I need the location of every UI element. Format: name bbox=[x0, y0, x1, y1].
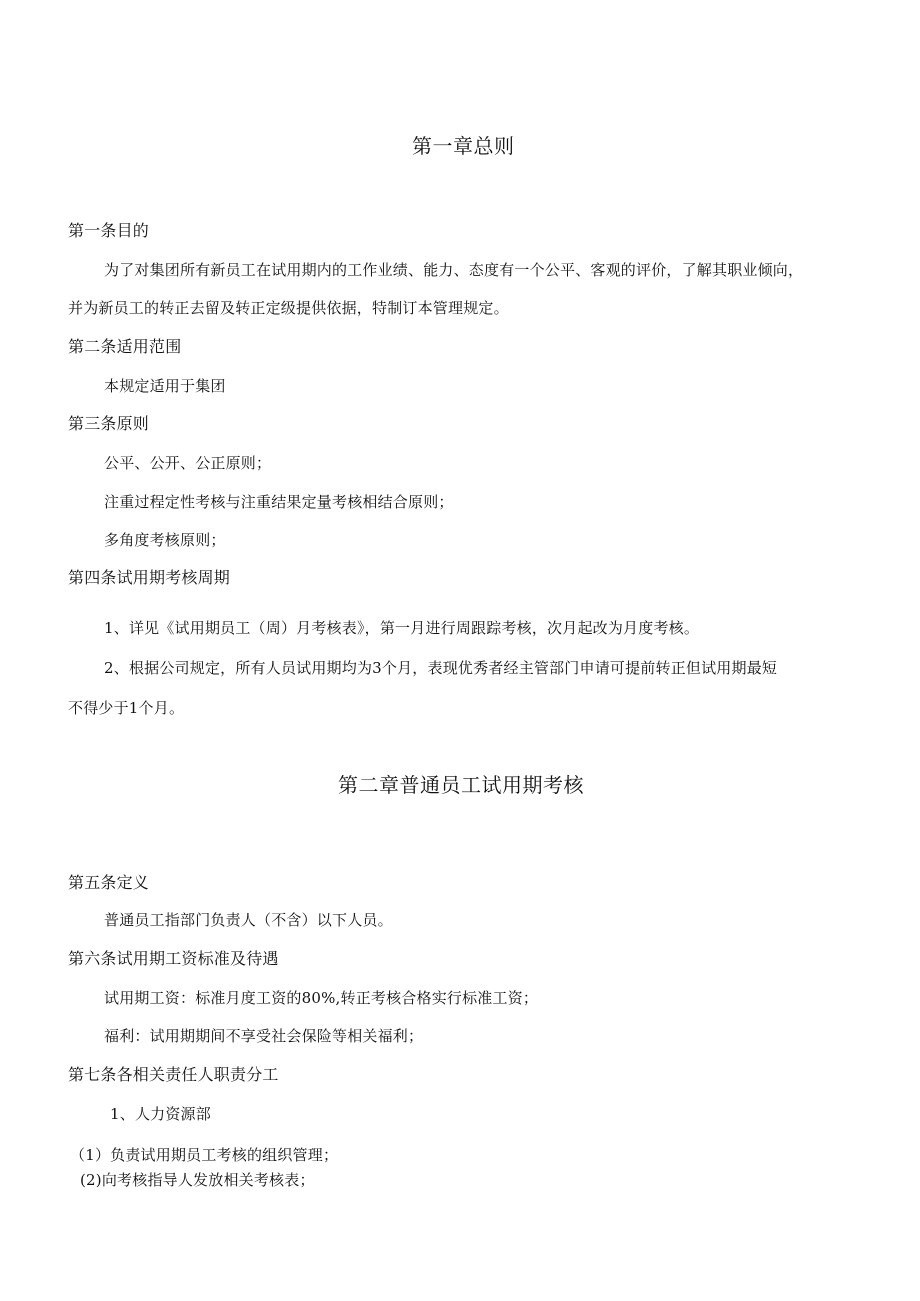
article-7-subheading: 1、人力资源部 bbox=[110, 1105, 211, 1123]
article-3-item: 注重过程定性考核与注重结果定量考核相结合原则； bbox=[104, 493, 454, 511]
article-6-heading: 第六条试用期工资标准及待遇 bbox=[68, 949, 279, 968]
article-4-item-2-line-2: 不得少于1个月。 bbox=[68, 699, 185, 717]
chapter-1-title: 第一章总则 bbox=[412, 134, 515, 158]
article-4-heading: 第四条试用期考核周期 bbox=[68, 568, 231, 587]
article-1-body-line-2: 并为新员工的转正去留及转正定级提供依据，特制订本管理规定。 bbox=[68, 299, 509, 317]
article-5-heading: 第五条定义 bbox=[68, 873, 150, 892]
article-6-item: 试用期工资：标准月度工资的80%,转正考核合格实行标准工资； bbox=[104, 989, 539, 1007]
article-5-body: 普通员工指部门负责人（不含）以下人员。 bbox=[104, 911, 393, 929]
article-3-item: 多角度考核原则； bbox=[104, 531, 226, 549]
article-7-heading: 第七条各相关责任人职责分工 bbox=[68, 1065, 279, 1084]
article-4-item-2-line-1: 2、根据公司规定，所有人员试用期均为3个月，表现优秀者经主管部门申请可提前转正但试用期最短 bbox=[104, 659, 778, 677]
article-1-body-line-1: 为了对集团所有新员工在试用期内的工作业绩、能力、态度有一个公平、客观的评价，了解其职业倾向， bbox=[104, 261, 804, 279]
article-3-heading: 第三条原则 bbox=[68, 414, 150, 433]
article-7-sub-item: （1）负责试用期员工考核的组织管理； bbox=[70, 1146, 339, 1164]
article-7-sub-item: (2)向考核指导人发放相关考核表； bbox=[80, 1171, 315, 1189]
article-3-item: 公平、公开、公正原则； bbox=[104, 454, 272, 472]
article-1-heading: 第一条目的 bbox=[68, 221, 150, 240]
article-2-heading: 第二条适用范围 bbox=[68, 337, 182, 356]
article-2-body: 本规定适用于集团 bbox=[104, 377, 226, 395]
article-6-item: 福利：试用期期间不享受社会保险等相关福利； bbox=[104, 1027, 424, 1045]
chapter-2-title: 第二章普通员工试用期考核 bbox=[338, 773, 584, 797]
article-4-item-1: 1、详见《试用期员工（周）月考核表》，第一月进行周跟踪考核，次月起改为月度考核。 bbox=[104, 619, 700, 637]
